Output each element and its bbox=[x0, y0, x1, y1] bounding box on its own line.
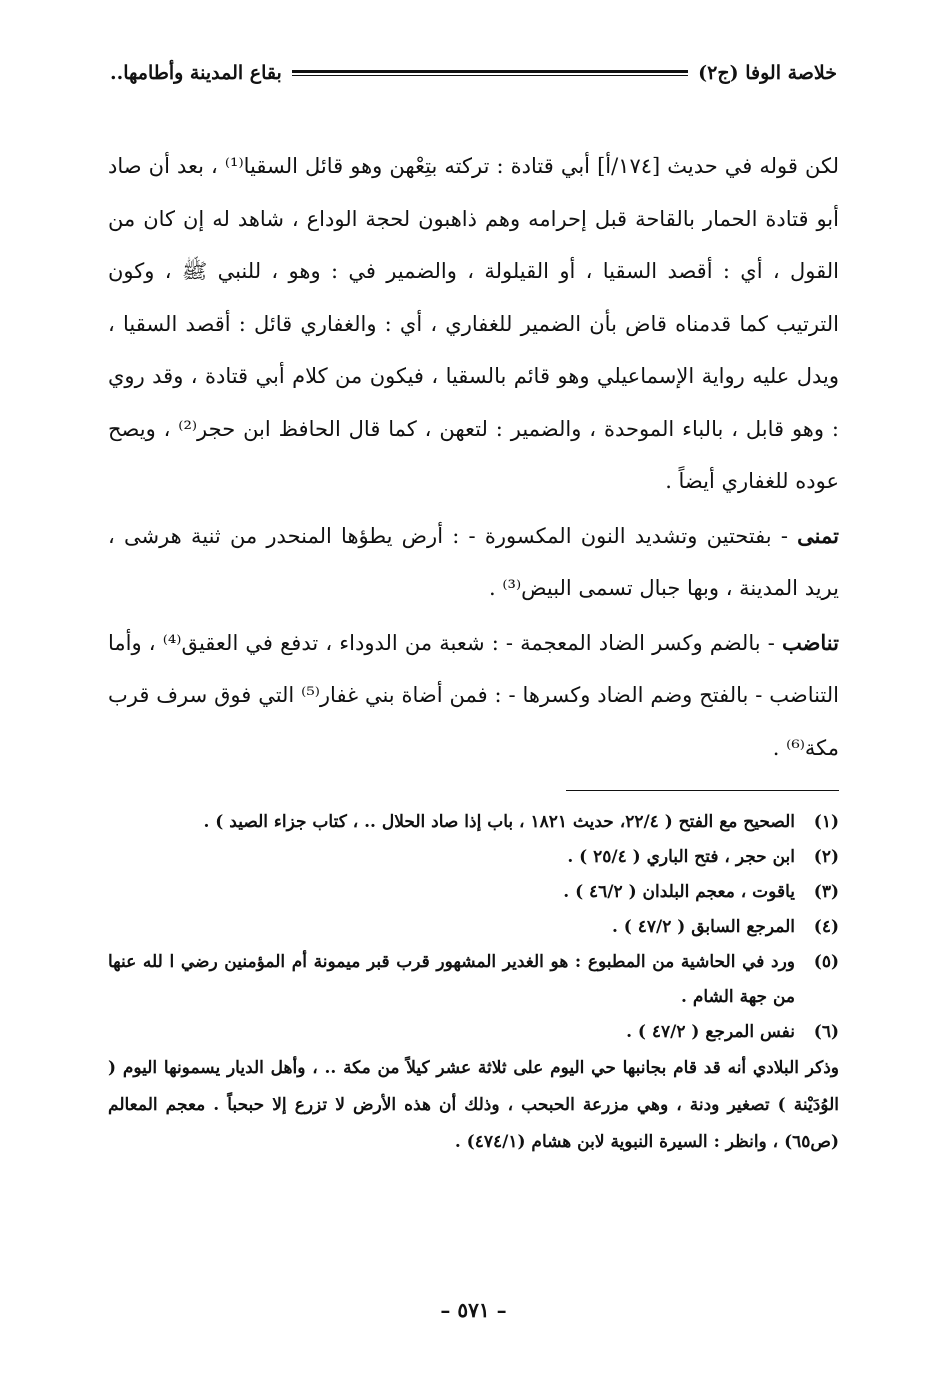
entry-text-tanadub: - بالضم وكسر الضاد المعجمة - : شعبة من الدوداء ، تدفع في العقيق⁽⁴⁾ ، وأما التناضب - بالفتح وضم الضاد وكسرها - : فمن أضاة بني غفار⁽⁵⁾ التي فوق سرف قرب مكة⁽⁶⁾ . bbox=[108, 630, 840, 760]
running-header bbox=[110, 55, 837, 91]
footnote-text: نفس المرجع ( ٤٧/٢ ) . bbox=[626, 1022, 795, 1042]
footnote-text: ورد في الحاشية من المطبوع : هو الغدير المشهور قرب قبر ميمونة أم المؤمنين رضي ا لله عنها من جهة الشام . bbox=[108, 952, 795, 1007]
footnote-number: (٥) bbox=[813, 952, 839, 972]
page-number: – ٥٧١ – bbox=[440, 1298, 507, 1322]
footnote-text: المرجع السابق ( ٤٧/٢ ) . bbox=[611, 917, 795, 937]
chapter-title: بقاع المدينة وأطامها.. bbox=[110, 62, 282, 84]
entry-text-tamanni: - بفتحتين وتشديد النون المكسورة - : أرض يطؤها المنحدر من ثنية هرشى ، يريد المدينة ، وبها جبال تسمى البيض⁽³⁾ . bbox=[108, 523, 839, 600]
footnote-separator bbox=[566, 790, 839, 791]
footnote-number: (١) bbox=[813, 812, 839, 832]
footnote bbox=[108, 910, 839, 945]
entry-term-tamanni: تمنى bbox=[797, 522, 839, 548]
footnote-number: (٣) bbox=[813, 882, 839, 902]
book-title: خلاصة الوفا (ج٢) bbox=[698, 62, 837, 84]
header-rule bbox=[292, 70, 688, 76]
entry-term-tanadub: تناضب bbox=[781, 629, 839, 655]
paragraph-1: لكن قوله في حديث [١٧٤/أ] أبي قتادة : تركته بتِعْهن وهو قائل السقيا⁽¹⁾ ، بعد أن صاد أبو قتادة الحمار بالقاحة قبل إحرامه وهم ذاهبون لحجة الوداع ، شاهد له إن كان من القول ، أي : أقصد السقيا ، أو القيلولة ، والضمير في : وهو ، للنبي ﷺ ، وكون الترتيب كما قدمناه قاض بأن الضمير للغفاري ، أي : والغفاري قائل : أقصد السقيا ، ويدل عليه رواية الإسماعيلي وهو قائم بالسقيا ، فيكون من كلام أبي قتادة ، وقد روي : وهو قابل ، بالباء الموحدة ، والضمير : لتعهن ، كما قال الحافظ ابن حجر⁽²⁾ ، ويصح عوده للغفاري أيضاً . bbox=[108, 154, 839, 493]
footnote-number: (٤) bbox=[813, 917, 839, 937]
footnote-text: ابن حجر ، فتح الباري ( ٢٥/٤ ) . bbox=[567, 847, 795, 867]
main-text bbox=[108, 140, 839, 776]
footnote bbox=[108, 875, 839, 910]
footnote-text: الصحيح مع الفتح ( ٢٢/٤، حديث ١٨٢١ ، باب إذا صاد الحلال .. ، كتاب جزاء الصيد ) . bbox=[203, 812, 795, 832]
footnote-continuation: وذكر البلادي أنه قد قام بجانبها حي اليوم على ثلاثة عشر كيلاً من مكة .. ، وأهل الديار يسمونها اليوم ( الوُدَيْنة ) تصغير ودنة ، وهي مزرعة الحبحب ، وذلك أن هذه الأرض لا تزرع إلا حبحباً . معجم المعالم (ص٦٥) ، وانظر : السيرة النبوية لابن هشام (٤٧٤/١) . bbox=[108, 1058, 839, 1152]
paragraph-2 bbox=[108, 510, 839, 615]
footnote bbox=[108, 805, 839, 840]
footnote-text: ياقوت ، معجم البلدان ( ٤٦/٢ ) . bbox=[563, 882, 795, 902]
footnote bbox=[108, 840, 839, 875]
footnote bbox=[108, 1015, 839, 1050]
footnote bbox=[108, 945, 839, 1015]
footnote-number: (٢) bbox=[813, 847, 839, 867]
footnote-number: (٦) bbox=[813, 1022, 839, 1042]
paragraph-3 bbox=[108, 617, 839, 775]
footnotes bbox=[108, 805, 839, 1161]
